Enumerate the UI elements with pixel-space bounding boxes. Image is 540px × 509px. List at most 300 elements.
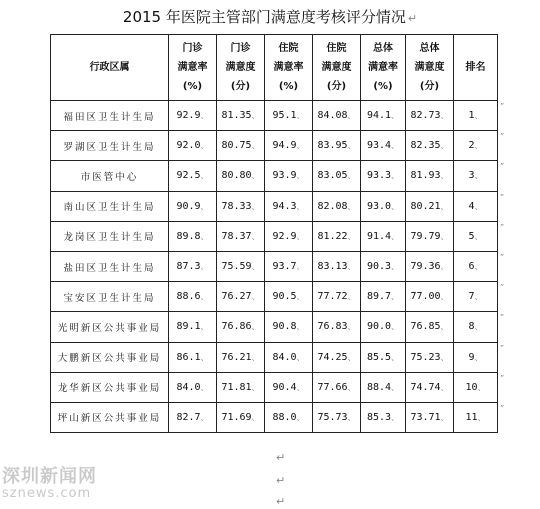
- score-cell: [169, 251, 217, 281]
- score-cell: [313, 131, 361, 161]
- cell-end-mark: 、: [200, 231, 209, 241]
- district-cell: [51, 221, 169, 251]
- cell-value: 83.13: [317, 261, 348, 273]
- cell-value: 89.1: [176, 321, 201, 333]
- document-title-text: 2015 年医院主管部门满意度考核评分情况: [122, 8, 406, 26]
- cell-end-mark: 、: [200, 111, 209, 121]
- score-cell: [217, 131, 265, 161]
- score-cell: [169, 282, 217, 312]
- cell-end-mark: 、: [347, 412, 356, 422]
- cell-value: 92.9: [272, 230, 297, 242]
- column-header: [406, 35, 454, 101]
- row-end-mark: ”: [500, 283, 505, 293]
- score-cell: [313, 282, 361, 312]
- column-header: [217, 35, 265, 101]
- rank-cell: [454, 251, 498, 281]
- cell-end-mark: 、: [251, 412, 260, 422]
- score-cell: [265, 372, 313, 402]
- cell-end-mark: 、: [296, 352, 305, 362]
- cell-end-mark: 、: [440, 141, 449, 151]
- score-cell: [313, 372, 361, 402]
- cell-value: 94.3: [272, 200, 297, 212]
- row-end-mark: ”: [500, 102, 505, 111]
- cell-value: 75.59: [221, 261, 252, 273]
- table-body: [51, 101, 498, 433]
- cell-end-mark: 、: [440, 171, 449, 181]
- cell-value: 90.3: [366, 261, 392, 273]
- score-cell: [265, 161, 313, 191]
- cell-end-mark: 、: [296, 111, 305, 121]
- cell-end-mark: 、: [347, 262, 356, 272]
- cell-end-mark: 、: [474, 322, 483, 332]
- column-header: [169, 35, 217, 101]
- score-cell: [406, 312, 454, 342]
- cell-end-mark: 、: [391, 231, 400, 241]
- score-cell: [265, 251, 313, 281]
- cell-end-mark: 、: [474, 171, 483, 181]
- score-cell: [406, 251, 454, 281]
- district-cell: [51, 312, 169, 342]
- paragraph-mark-icon: ↵: [407, 12, 418, 25]
- cell-value: 76.86: [221, 321, 252, 333]
- cell-value: 龙岗区卫生计生局: [63, 232, 156, 244]
- cell-value: 92.0: [176, 140, 201, 152]
- cell-value: 90.0: [366, 321, 392, 333]
- cell-value: 90.4: [272, 381, 297, 393]
- cell-end-mark: 、: [347, 141, 356, 151]
- column-header-line: 行政区属: [89, 62, 130, 73]
- cell-end-mark: 、: [440, 231, 449, 241]
- cell-value: 85.3: [366, 411, 392, 423]
- cell-end-mark: 、: [391, 171, 400, 181]
- score-cell: [361, 161, 406, 191]
- score-cell: [406, 221, 454, 251]
- cell-value: 81.35: [221, 110, 252, 122]
- score-cell: [406, 191, 454, 221]
- cell-end-mark: 、: [200, 262, 209, 272]
- rank-cell: [454, 131, 498, 161]
- cell-value: 86.1: [176, 351, 201, 363]
- score-cell: [169, 342, 217, 372]
- column-header-line: (分): [230, 81, 251, 92]
- cell-end-mark: 、: [391, 111, 400, 121]
- cell-end-mark: 、: [296, 382, 305, 392]
- cell-value: 82.35: [410, 140, 441, 152]
- cell-end-mark: 、: [474, 292, 483, 302]
- cell-value: 80.80: [221, 170, 252, 182]
- cell-value: 77.72: [317, 291, 348, 303]
- column-header: [265, 35, 313, 101]
- cell-end-mark: 、: [440, 292, 449, 302]
- cell-end-mark: 、: [347, 322, 356, 332]
- paragraph-mark-icon: ↵: [276, 474, 286, 487]
- score-cell: [217, 312, 265, 342]
- row-end-mark: ”: [500, 373, 505, 383]
- column-header-line: 总体: [373, 43, 393, 54]
- cell-value: 盐田区卫生计生局: [63, 262, 156, 274]
- cell-end-mark: 、: [440, 201, 449, 211]
- cell-value: 88.4: [366, 381, 392, 393]
- column-header-line: 满意率: [368, 62, 398, 73]
- score-cell: [313, 161, 361, 191]
- column-header: [313, 35, 361, 101]
- table-row: [51, 131, 498, 161]
- cell-value: 79.79: [410, 230, 441, 242]
- cell-end-mark: 、: [200, 292, 209, 302]
- rank-cell: [454, 312, 498, 342]
- score-cell: [406, 372, 454, 402]
- table-row: [51, 282, 498, 312]
- cell-end-mark: 、: [391, 322, 400, 332]
- cell-end-mark: 、: [347, 201, 356, 211]
- cell-end-mark: 、: [251, 352, 260, 362]
- table-row: [51, 101, 498, 131]
- cell-value: 82.7: [176, 411, 201, 423]
- cell-end-mark: 、: [251, 171, 260, 181]
- score-cell: [169, 191, 217, 221]
- cell-value: 76.83: [317, 321, 348, 333]
- cell-end-mark: 、: [251, 231, 260, 241]
- column-header: [361, 35, 406, 101]
- cell-end-mark: 、: [347, 292, 356, 302]
- row-end-mark: ”: [500, 192, 505, 202]
- rank-cell: [454, 282, 498, 312]
- cell-value: 龙华新区公共事业局: [57, 383, 162, 395]
- score-cell: [265, 342, 313, 372]
- cell-value: 80.21: [410, 200, 441, 212]
- cell-end-mark: 、: [200, 322, 209, 332]
- column-header-line: 总体: [419, 43, 440, 54]
- score-cell: [265, 191, 313, 221]
- district-cell: [51, 191, 169, 221]
- column-header-line: 满意度: [321, 62, 352, 73]
- table-row: [51, 191, 498, 221]
- cell-value: 9: [468, 351, 475, 363]
- cell-end-mark: 、: [347, 111, 356, 121]
- cell-end-mark: 、: [251, 322, 260, 332]
- score-cell: [217, 101, 265, 131]
- cell-end-mark: 、: [200, 141, 209, 151]
- watermark-en: sznews.com: [2, 486, 92, 501]
- district-cell: [51, 372, 169, 402]
- score-cell: [265, 221, 313, 251]
- cell-end-mark: 、: [347, 352, 356, 362]
- rank-cell: [454, 402, 498, 432]
- cell-end-mark: 、: [251, 262, 260, 272]
- score-cell: [169, 402, 217, 432]
- cell-value: 南山区卫生计生局: [63, 202, 156, 214]
- table-row: [51, 221, 498, 251]
- cell-value: 94.9: [272, 140, 297, 152]
- cell-end-mark: 、: [440, 412, 449, 422]
- cell-value: 77.66: [317, 381, 348, 393]
- cell-end-mark: 、: [391, 201, 400, 211]
- cell-value: 89.8: [176, 230, 201, 242]
- cell-end-mark: 、: [391, 382, 400, 392]
- cell-end-mark: 、: [477, 412, 486, 422]
- cell-value: 94.1: [366, 110, 392, 122]
- column-header-line: 满意度: [414, 62, 445, 73]
- district-cell: [51, 161, 169, 191]
- rank-cell: [454, 161, 498, 191]
- column-header-line: 门诊: [230, 43, 251, 54]
- column-header-line: (%): [182, 81, 203, 92]
- cell-end-mark: 、: [440, 111, 449, 121]
- score-cell: [406, 131, 454, 161]
- cell-value: 80.75: [221, 140, 252, 152]
- score-cell: [169, 372, 217, 402]
- cell-value: 84.08: [317, 110, 348, 122]
- cell-value: 87.3: [176, 261, 201, 273]
- district-cell: [51, 251, 169, 281]
- cell-end-mark: 、: [347, 231, 356, 241]
- row-end-mark: ”: [500, 222, 505, 232]
- cell-end-mark: 、: [391, 262, 400, 272]
- score-cell: [313, 221, 361, 251]
- cell-end-mark: 、: [200, 201, 209, 211]
- cell-end-mark: 、: [251, 111, 260, 121]
- cell-end-mark: 、: [477, 382, 486, 392]
- cell-value: 84.0: [176, 381, 201, 393]
- table-row: [51, 251, 498, 281]
- score-cell: [265, 282, 313, 312]
- district-cell: [51, 282, 169, 312]
- score-cell: [217, 191, 265, 221]
- table-header: [51, 35, 498, 101]
- district-cell: [51, 342, 169, 372]
- score-cell: [313, 402, 361, 432]
- cell-value: 82.73: [410, 110, 441, 122]
- score-cell: [217, 251, 265, 281]
- cell-value: 76.21: [221, 351, 252, 363]
- table-row: [51, 372, 498, 402]
- score-cell: [217, 372, 265, 402]
- row-end-mark: ”: [500, 343, 505, 353]
- cell-end-mark: 、: [474, 231, 483, 241]
- column-header-line: 门诊: [182, 43, 203, 54]
- cell-end-mark: 、: [296, 231, 305, 241]
- cell-value: 罗湖区卫生计生局: [63, 141, 156, 153]
- score-cell: [217, 161, 265, 191]
- cell-value: 93.9: [272, 170, 297, 182]
- cell-value: 92.5: [176, 170, 201, 182]
- column-header-line: 排名: [465, 62, 486, 73]
- cell-end-mark: 、: [440, 352, 449, 362]
- row-end-mark: ”: [500, 404, 505, 413]
- cell-end-mark: 、: [200, 352, 209, 362]
- cell-value: 85.5: [366, 351, 392, 363]
- cell-end-mark: 、: [474, 352, 483, 362]
- cell-value: 8: [468, 321, 475, 333]
- score-cell: [406, 342, 454, 372]
- table-row: [51, 402, 498, 432]
- cell-end-mark: 、: [296, 141, 305, 151]
- score-cell: [217, 221, 265, 251]
- cell-end-mark: 、: [440, 322, 449, 332]
- cell-end-mark: 、: [251, 292, 260, 302]
- cell-value: 78.33: [221, 200, 252, 212]
- header-row: [51, 35, 498, 101]
- cell-value: 90.5: [272, 291, 297, 303]
- paragraph-mark-icon: ↵: [276, 451, 286, 464]
- score-cell: [217, 402, 265, 432]
- score-cell: [361, 282, 406, 312]
- cell-value: 2: [468, 140, 475, 152]
- cell-value: 1: [468, 110, 475, 122]
- cell-value: 74.74: [410, 381, 441, 393]
- cell-end-mark: 、: [296, 262, 305, 272]
- cell-value: 84.0: [272, 351, 297, 363]
- rank-cell: [454, 221, 498, 251]
- cell-value: 77.00: [410, 291, 441, 303]
- cell-value: 4: [468, 200, 475, 212]
- score-cell: [265, 402, 313, 432]
- score-cell: [265, 312, 313, 342]
- cell-value: 76.27: [221, 291, 252, 303]
- score-cell: [361, 221, 406, 251]
- cell-value: 3: [468, 170, 475, 182]
- table-row: [51, 342, 498, 372]
- score-cell: [406, 161, 454, 191]
- cell-end-mark: 、: [296, 322, 305, 332]
- cell-end-mark: 、: [251, 382, 260, 392]
- cell-value: 89.7: [366, 291, 392, 303]
- cell-value: 90.8: [272, 321, 297, 333]
- score-table: [50, 34, 498, 433]
- cell-value: 75.73: [317, 411, 348, 423]
- score-cell: [361, 372, 406, 402]
- cell-end-mark: 、: [391, 141, 400, 151]
- cell-end-mark: 、: [347, 171, 356, 181]
- cell-value: 75.23: [410, 351, 441, 363]
- score-cell: [169, 312, 217, 342]
- score-cell: [406, 101, 454, 131]
- cell-value: 10: [465, 381, 478, 393]
- cell-end-mark: 、: [474, 111, 483, 121]
- score-cell: [361, 312, 406, 342]
- score-cell: [313, 251, 361, 281]
- score-cell: [361, 402, 406, 432]
- cell-value: 5: [468, 230, 475, 242]
- column-header-line: 满意度: [225, 62, 256, 73]
- cell-end-mark: 、: [391, 352, 400, 362]
- cell-value: 6: [468, 261, 475, 273]
- district-cell: [51, 131, 169, 161]
- cell-end-mark: 、: [474, 141, 483, 151]
- rank-cell: [454, 101, 498, 131]
- score-cell: [313, 191, 361, 221]
- cell-value: 76.85: [410, 321, 441, 333]
- column-header-line: (%): [278, 81, 299, 92]
- cell-value: 大鹏新区公共事业局: [57, 353, 162, 365]
- cell-value: 坪山新区公共事业局: [57, 413, 162, 425]
- cell-end-mark: 、: [347, 382, 356, 392]
- score-cell: [361, 342, 406, 372]
- score-cell: [217, 342, 265, 372]
- cell-end-mark: 、: [440, 382, 449, 392]
- cell-end-mark: 、: [296, 412, 305, 422]
- rank-cell: [454, 342, 498, 372]
- row-end-mark: ”: [500, 253, 505, 262]
- column-header-line: (分): [419, 81, 440, 92]
- cell-value: 95.1: [272, 110, 297, 122]
- score-cell: [313, 312, 361, 342]
- paragraph-mark-icon: ↵: [276, 495, 286, 508]
- cell-value: 福田区卫生计生局: [63, 111, 156, 123]
- score-cell: [217, 282, 265, 312]
- score-cell: [361, 131, 406, 161]
- column-header-line: 住院: [278, 43, 299, 54]
- score-cell: [169, 131, 217, 161]
- column-header-line: 满意率: [273, 62, 304, 73]
- document-title: [0, 6, 540, 27]
- cell-value: 88.6: [176, 291, 201, 303]
- cell-end-mark: 、: [474, 262, 483, 272]
- sznews-watermark: [2, 462, 162, 501]
- cell-value: 93.0: [366, 200, 392, 212]
- cell-end-mark: 、: [200, 382, 209, 392]
- cell-end-mark: 、: [251, 141, 260, 151]
- score-cell: [361, 191, 406, 221]
- cell-end-mark: 、: [391, 412, 400, 422]
- cell-value: 93.3: [366, 170, 392, 182]
- cell-value: 市医管中心: [80, 171, 139, 183]
- column-header-line: (分): [326, 81, 347, 92]
- cell-value: 83.95: [317, 140, 348, 152]
- cell-value: 74.25: [317, 351, 348, 363]
- table-row: [51, 161, 498, 191]
- cell-value: 88.0: [272, 411, 297, 423]
- cell-value: 91.4: [366, 230, 392, 242]
- cell-value: 90.9: [176, 200, 201, 212]
- district-cell: [51, 402, 169, 432]
- watermark-cn: 深圳新闻网: [2, 466, 97, 487]
- rank-cell: [454, 372, 498, 402]
- column-header-line: 满意率: [177, 62, 208, 73]
- rank-cell: [454, 191, 498, 221]
- column-header-line: 住院: [326, 43, 347, 54]
- score-cell: [169, 221, 217, 251]
- score-cell: [265, 101, 313, 131]
- cell-value: 宝安区卫生计生局: [63, 292, 156, 304]
- score-cell: [313, 342, 361, 372]
- column-header: [454, 35, 498, 101]
- row-end-mark: ”: [500, 313, 505, 323]
- cell-end-mark: 、: [391, 292, 400, 302]
- cell-end-mark: 、: [296, 171, 305, 181]
- cell-end-mark: 、: [200, 171, 209, 181]
- cell-end-mark: 、: [296, 201, 305, 211]
- score-cell: [265, 131, 313, 161]
- cell-value: 7: [468, 291, 475, 303]
- score-cell: [406, 402, 454, 432]
- column-header: [51, 35, 169, 101]
- cell-end-mark: 、: [296, 292, 305, 302]
- row-end-mark: ”: [500, 162, 505, 172]
- cell-end-mark: 、: [200, 412, 209, 422]
- score-cell: [169, 161, 217, 191]
- cell-value: 83.05: [317, 170, 348, 182]
- cell-value: 82.08: [317, 200, 348, 212]
- score-cell: [406, 282, 454, 312]
- cell-value: 81.22: [317, 230, 348, 242]
- cell-value: 92.9: [176, 110, 201, 122]
- score-cell: [361, 251, 406, 281]
- cell-value: 73.71: [410, 411, 441, 423]
- cell-value: 71.69: [221, 411, 252, 423]
- cell-end-mark: 、: [251, 201, 260, 211]
- cell-value: 93.4: [366, 140, 392, 152]
